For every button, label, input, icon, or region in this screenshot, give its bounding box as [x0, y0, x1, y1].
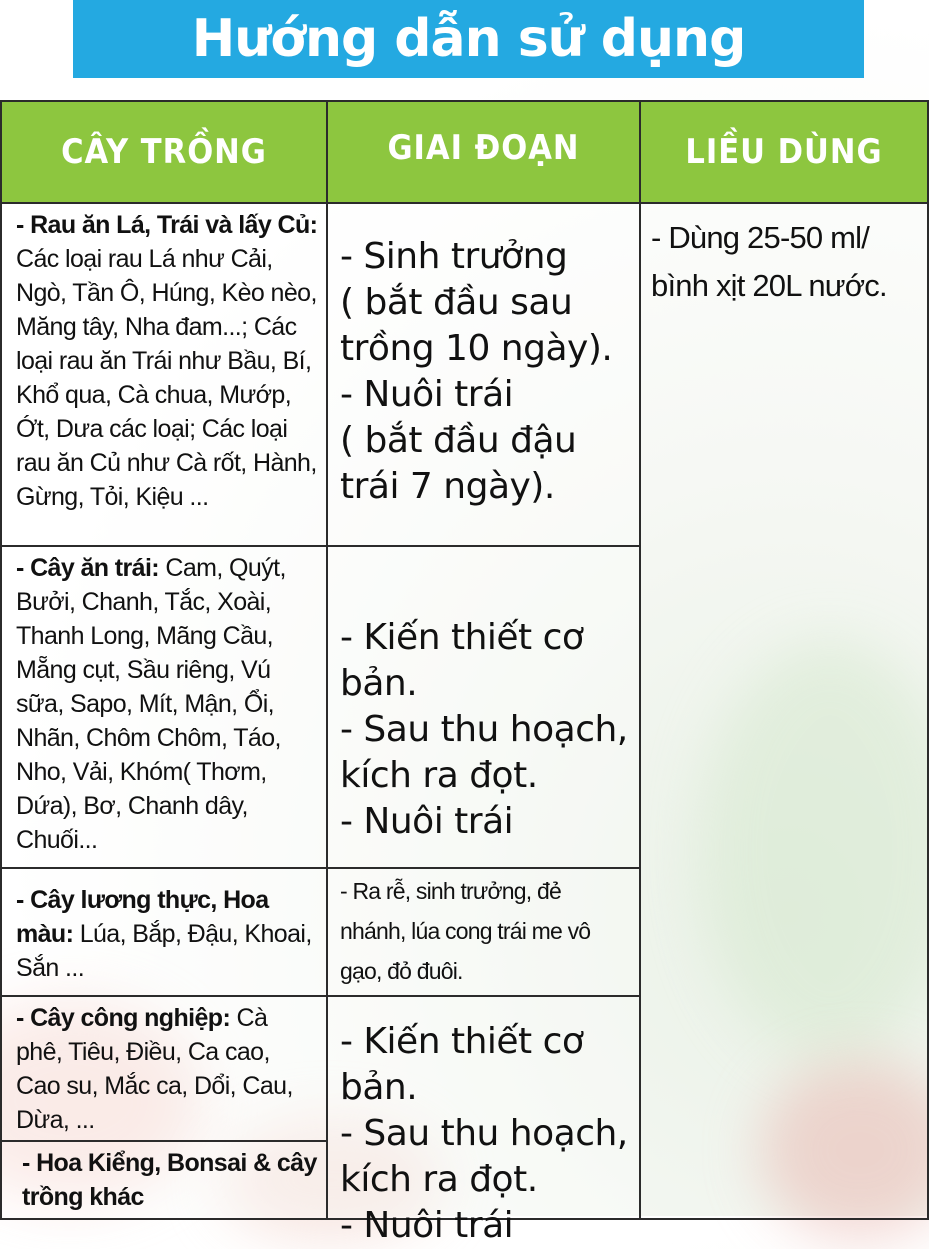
dose-line: bình xịt 20L nước. — [651, 268, 887, 303]
stage-line: trái 7 ngày). — [340, 466, 555, 507]
stage-line: nhánh, lúa cong trái me vô — [340, 918, 591, 944]
stage-line: gạo, đỏ đuôi. — [340, 958, 463, 984]
header-crop: CÂY TRỒNG — [0, 100, 328, 204]
stage-cell-industrial — [326, 995, 641, 1246]
crop-cell-vegetables — [0, 202, 328, 547]
dose-cell — [639, 202, 929, 1220]
dose-line: - Dùng 25-50 ml/ — [651, 220, 870, 255]
crop-cell-industrial — [0, 995, 328, 1142]
stage-line: - Sau thu hoạch, — [340, 709, 628, 750]
stage-cell-fruit-trees — [326, 545, 641, 869]
crop-list: Các loại rau Lá như Cải, Ngò, Tần Ô, Húng, Kèo nèo, Măng tây, Nha đam...; Các loại rau ăn Trái như Bầu, Bí, Khổ qua, Cà chua, Mướp, Ớt, Dưa các loại; Các loại rau ăn Củ như Cà rốt, Hành, Gừng, Tỏi, Kiệu ... — [16, 245, 317, 511]
stage-line: kích ra đọt. — [340, 755, 538, 796]
stage-line: - Nuôi trái — [340, 801, 514, 842]
stage-cell-vegetables — [326, 202, 641, 547]
stage-line: - Kiến thiết cơ bản. — [340, 1021, 584, 1108]
header-dose: LIỀU DÙNG — [639, 100, 929, 204]
header-stage: GIAI ĐOẠN — [326, 100, 641, 204]
stage-line: - Nuôi trái — [340, 374, 514, 415]
stage-line: kích ra đọt. — [340, 1159, 538, 1200]
stage-line: - Sinh trưởng — [340, 236, 568, 277]
crop-category: - Hoa Kiểng, Bonsai & cây trồng khác — [22, 1149, 317, 1211]
crop-cell-fruit-trees — [0, 545, 328, 869]
crop-cell-food-crops — [0, 867, 328, 997]
crop-category: - Cây ăn trái: — [16, 554, 160, 582]
crop-list: Lúa, Bắp, Đậu, Khoai, Sắn ... — [16, 920, 312, 982]
stage-line: ( bắt đầu đậu — [340, 420, 577, 461]
stage-line: - Ra rễ, sinh trưởng, đẻ — [340, 878, 561, 904]
stage-line: - Sau thu hoạch, — [340, 1113, 628, 1154]
stage-line: trồng 10 ngày). — [340, 328, 613, 369]
crop-category: - Rau ăn Lá, Trái và lấy Củ: — [16, 211, 318, 239]
crop-cell-ornamental — [0, 1140, 328, 1220]
crop-list: Cam, Quýt, Bưởi, Chanh, Tắc, Xoài, Thanh Long, Mãng Cầu, Mẵng cụt, Sầu riêng, Vú sữa, Sapo, Mít, Mận, Ổi, Nhãn, Chôm Chôm, Táo, Nho, Vải, Khóm( Thơm, Dứa), Bơ, Chanh dây, Chuối... — [16, 554, 286, 854]
crop-category: - Cây lương thực, Hoa màu: — [16, 886, 269, 948]
stage-line: - Nuôi trái — [340, 1205, 514, 1246]
stage-cell-food-crops — [326, 867, 641, 997]
crop-list: Cà phê, Tiêu, Điều, Ca cao, Cao su, Mắc ca, Dổi, Cau, Dừa, ... — [16, 1004, 293, 1134]
page-title: Hướng dẫn sử dụng — [73, 0, 864, 78]
stage-line: - Kiến thiết cơ bản. — [340, 617, 584, 704]
crop-category: - Cây công nghiệp: — [16, 1004, 231, 1032]
stage-line: ( bắt đầu sau — [340, 282, 573, 323]
